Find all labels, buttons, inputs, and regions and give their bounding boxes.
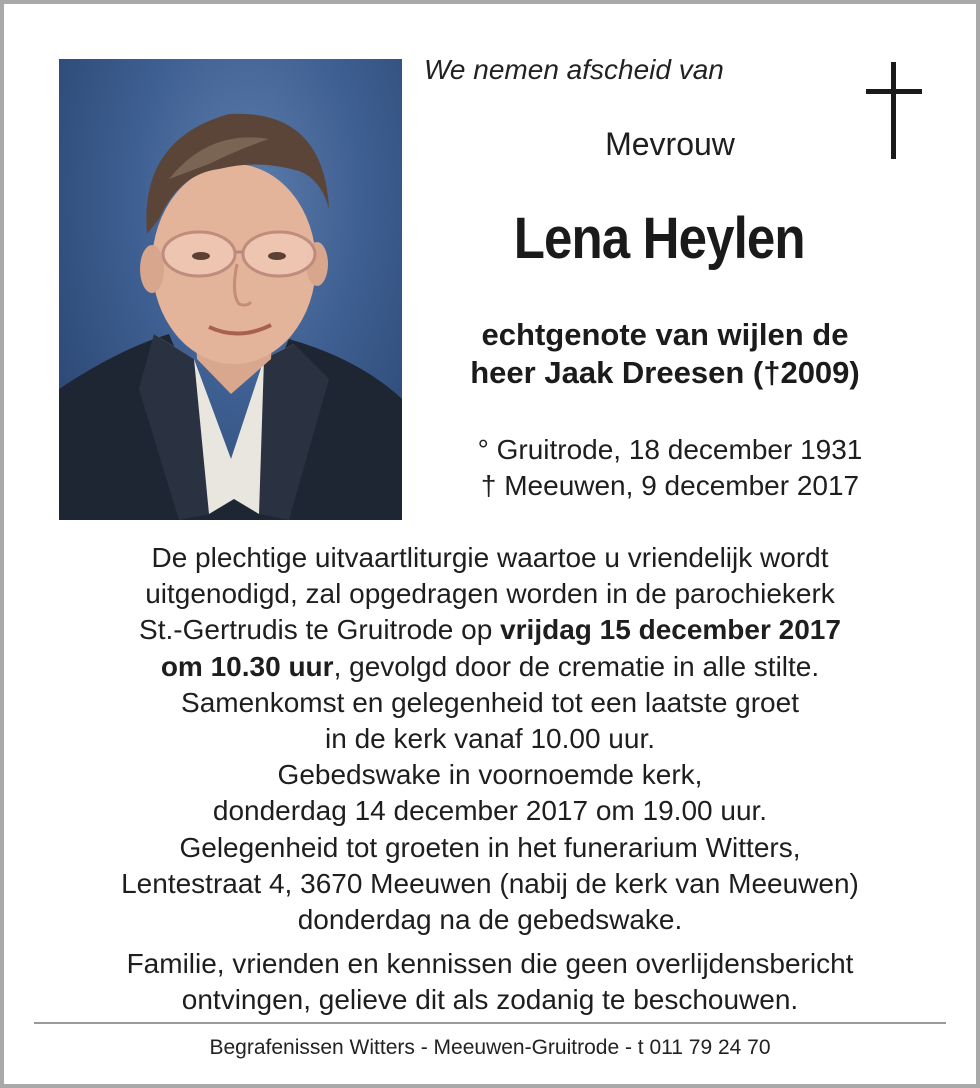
ceremony-line: De plechtige uitvaartliturgie waartoe u vriendelijk wordt <box>151 542 829 573</box>
closing-line: Familie, vrienden en kennissen die geen overlijdensbericht <box>126 948 854 979</box>
intro-text: We nemen afscheid van <box>424 54 724 85</box>
spouse-line-2: heer Jaak Dreesen (†2009) <box>470 355 860 390</box>
spouse-info <box>420 316 910 392</box>
ceremony-line: uitgenodigd, zal opgedragen worden in de parochiekerk <box>145 578 835 610</box>
spouse-line-1: echtgenote van wijlen de <box>481 317 849 352</box>
ceremony-cremation-note: , gevolgd door de crematie in alle stilte. <box>333 650 820 682</box>
ceremony-line <box>40 649 940 685</box>
ceremony-line: in de kerk vanaf 10.00 uur. <box>325 723 655 755</box>
portrait-photo <box>59 59 402 520</box>
closing-note <box>40 946 940 1018</box>
closing-line: ontvingen, gelieve dit als zodanig te beschouwen. <box>181 984 799 1015</box>
ceremony-line: Samenkomst en gelegenheid tot een laatste groet <box>181 686 799 718</box>
death-date: † Meeuwen, 9 december 2017 <box>480 470 860 501</box>
ceremony-line: donderdag 14 december 2017 om 19.00 uur. <box>212 795 768 827</box>
ceremony-line: Lentestraat 4, 3670 Meeuwen (nabij de kerk van Meeuwen) <box>121 867 859 899</box>
ceremony-time: om 10.30 uur <box>160 650 334 682</box>
cross-icon <box>866 62 922 159</box>
ceremony-location: St.-Gertrudis te Gruitrode op <box>139 614 501 646</box>
birth-date: ° Gruitrode, 18 december 1931 <box>477 434 863 465</box>
life-dates <box>420 432 920 504</box>
divider <box>34 1022 946 1024</box>
portrait-illustration <box>59 59 402 520</box>
honorific: Mevrouw <box>605 126 735 162</box>
ceremony-line: Gelegenheid tot groeten in het funerarium Witters, <box>179 831 801 863</box>
funeral-home-footer: Begrafenissen Witters - Meeuwen-Gruitrode - t 011 79 24 70 <box>209 1036 771 1059</box>
deceased-name: Lena Heylen <box>513 206 805 271</box>
ceremony-line: donderdag na de gebedswake. <box>297 904 683 936</box>
ceremony-line <box>40 612 940 648</box>
ceremony-date: vrijdag 15 december 2017 <box>500 614 841 646</box>
ceremony-details <box>40 540 940 938</box>
ceremony-line: Gebedswake in voornoemde kerk, <box>277 759 703 791</box>
